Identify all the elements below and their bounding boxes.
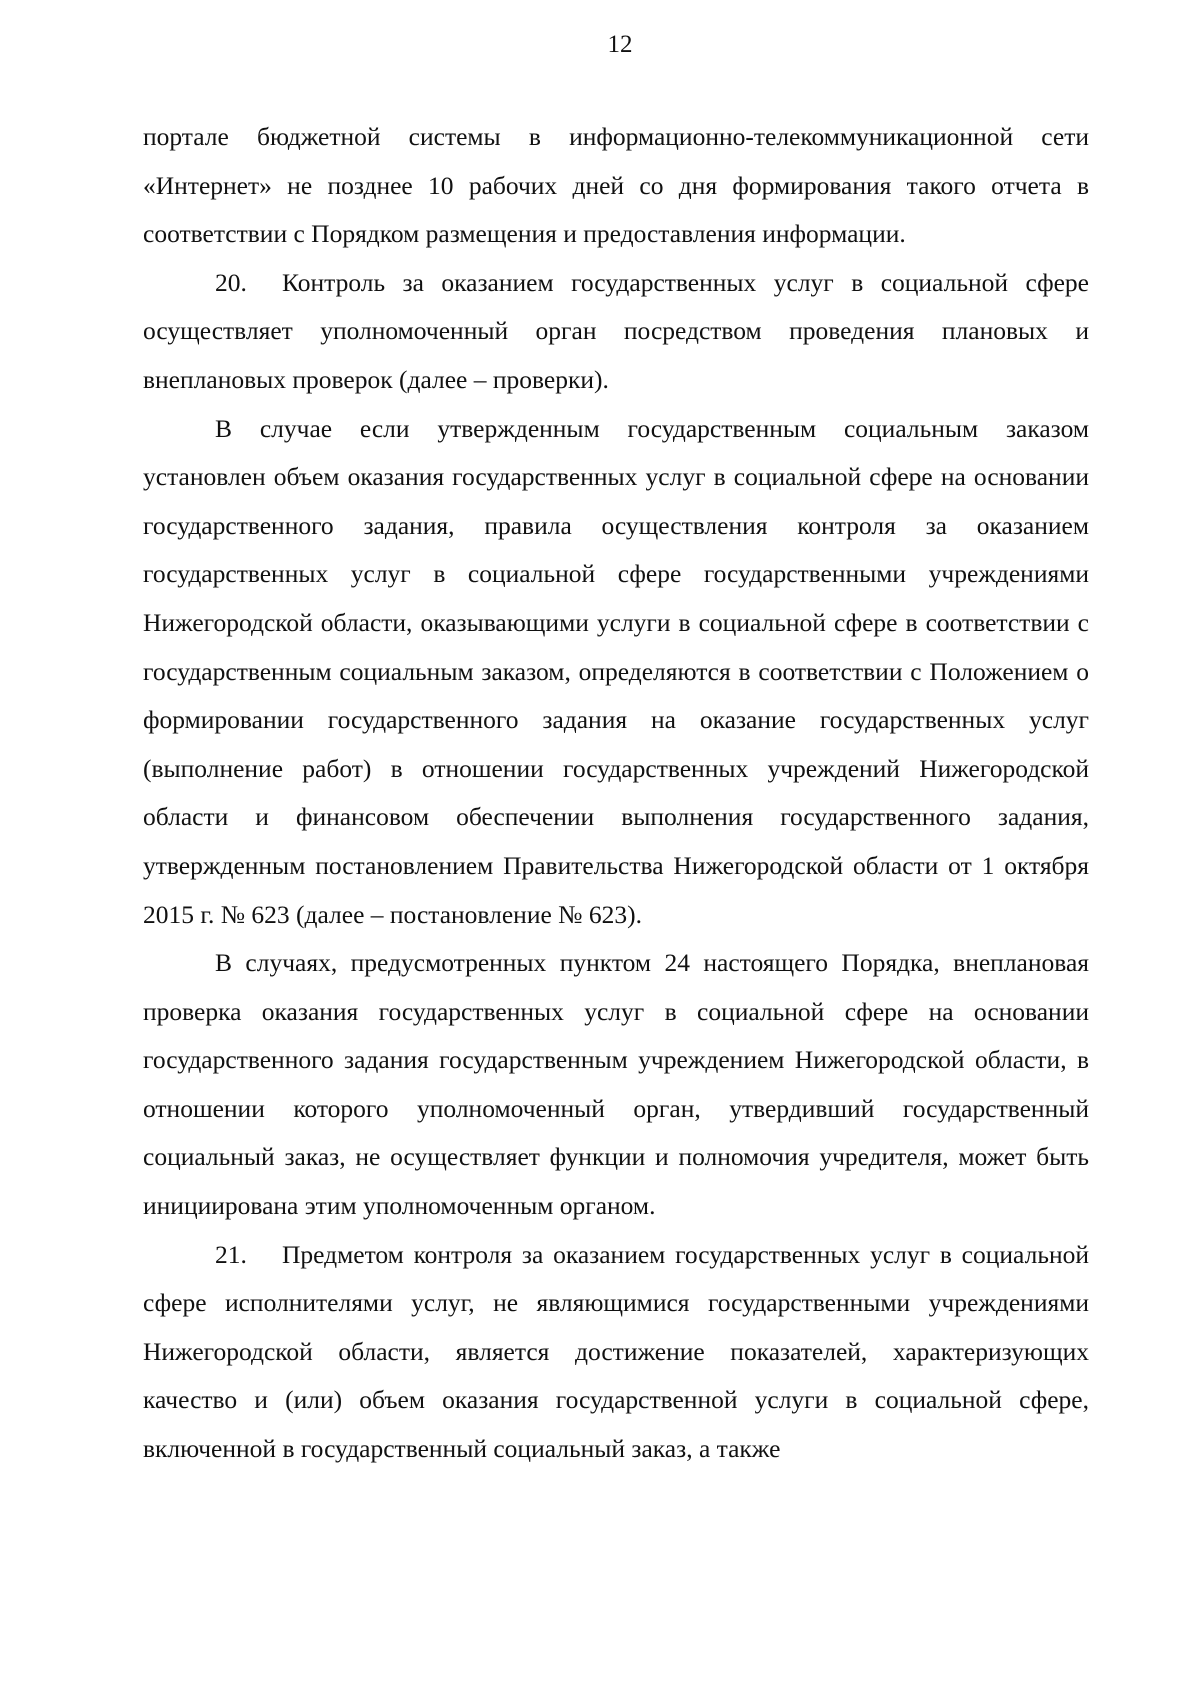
clause-number-20: 20.	[215, 267, 247, 297]
paragraph-20-text: Контроль за оказанием государственных услуг в социальной сфере осуществляет уполномоченный орган посредством проведения плановых и внеплановых проверок (далее – проверки).	[143, 267, 1089, 394]
page-number: 12	[607, 31, 633, 58]
paragraph-21-text: Предметом контроля за оказанием государственных услуг в социальной сфере исполнителями услуг, не являющимися государственными учреждениями Нижегородской области, является достижение показателей, характеризующих качество и (или) объем оказания государственной услуги в социальной сфере, включенной в государственный социальный заказ, а также	[143, 1239, 1089, 1464]
paragraph-unscheduled-inspection: В случаях, предусмотренных пунктом 24 настоящего Порядка, внеплановая проверка оказания государственных услуг в социальной сфере на основании государственного задания государственным учреждением Нижегородской области, в отношении которого уполномоченный орган, утвердивший государственный социальный заказ, не осуществляет функции и полномочия учредителя, может быть инициирована этим уполномоченным органом.	[143, 948, 1089, 1221]
paragraph-20	[143, 259, 1089, 405]
paragraph-21	[143, 1231, 1089, 1474]
paragraph-continued: порталe бюджетной системы в информационно-телекоммуникационной сети «Интернет» не позднее 10 рабочих дней со дня формирования такого отчета в соответствии с Порядком размещения и предоставления информации.	[143, 122, 1089, 249]
paragraph-state-assignment: В случае если утвержденным государственным социальным заказом установлен объем оказания государственных услуг в социальной сфере на основании государственного задания, правила осуществления контроля за оказанием государственных услуг в социальной сфере государственными учреждениями Нижегородской области, оказывающими услуги в социальной сфере в соответствии с государственным социальным заказом, определяются в соответствии с Положением о формировании государственного задания на оказание государственных услуг (выполнение работ) в отношении государственных учреждений Нижегородской области и финансовом обеспечении выполнения государственного задания, утвержденным постановлением Правительства Нижегородской области от 1 октября 2015 г. № 623 (далее – постановление № 623).	[143, 413, 1089, 929]
clause-number-21: 21.	[215, 1239, 247, 1269]
document-body	[143, 113, 1089, 1474]
